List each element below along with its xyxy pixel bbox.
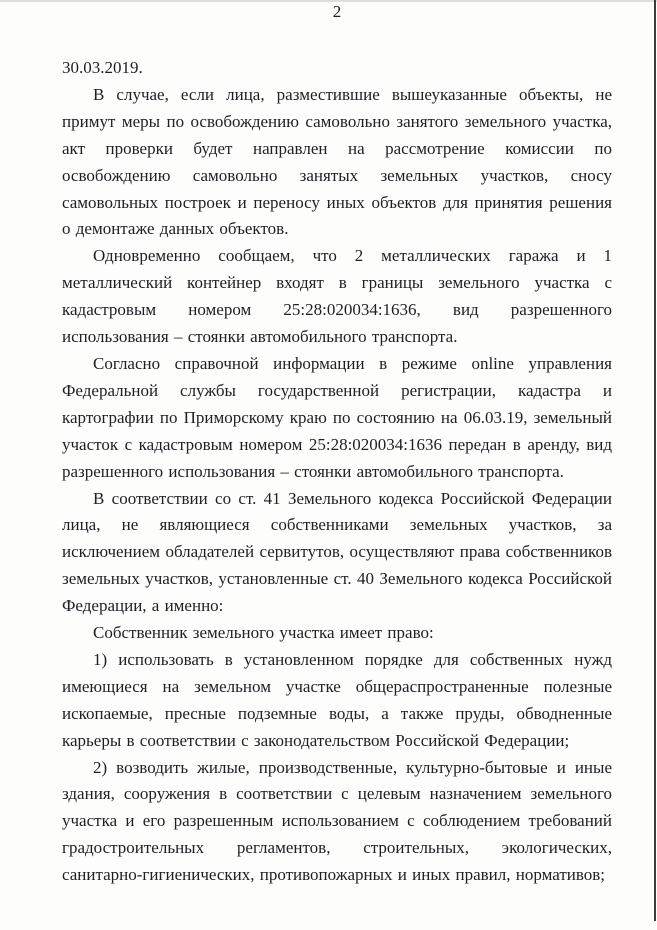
page-number: 2	[332, 2, 342, 21]
scan-right-edge-line	[654, 0, 656, 921]
paragraph-eviction-warning: В случае, если лица, разместившие вышеуказанные объекты, не примут меры по освобождению самовольно занятого земельного участка, акт проверки будет направлен на рассмотрение комиссии по освобождению самовольно занятых земельных участков, сносу самовольных построек и переносу иных объектов для принятия решения о демонтаже данных объектов.	[62, 84, 612, 239]
paragraph-rosreestr-info: Согласно справочной информации в режиме online управления Федеральной службы государственной регистрации, кадастра и картографии по Приморскому краю по состоянию на 06.03.19, земельный участок с кадастровым номером 25:28:020034:1636 передан в аренду, вид разрешенного использования – стоянки автомобильного транспорта.	[62, 353, 612, 481]
paragraph-owner-rights-heading: Собственник земельного участка имеет право:	[93, 623, 434, 643]
paragraph-garages-cadastre: Одновременно сообщаем, что 2 металлических гаража и 1 металлический контейнер входят в границы земельного участка с кадастровым номером 25:28:020034:1636, вид разрешенного использования – стоянки автомобильного транспорта.	[62, 246, 612, 347]
paragraph-land-code-art41: В соответствии со ст. 41 Земельного кодекса Российской Федерации лица, не являющиеся собственниками земельных участков, за исключением обладателей сервитутов, осуществляют права собственников земельных участков, установленные ст. 40 Земельного кодекса Российской Федерации, а именно:	[62, 488, 612, 616]
document-body	[62, 55, 612, 889]
paragraph-right-item-1: 1) использовать в установленном порядке для собственных нужд имеющиеся на земельном участке общераспространенные полезные ископаемые, пресные подземные воды, а также пруды, обводненные карьеры в соответствии с законодательством Российской Федерации;	[62, 649, 612, 750]
paragraph-right-item-2: 2) возводить жилые, производственные, культурно-бытовые и иные здания, сооружения в соответствии с целевым назначением земельного участка и его разрешенным использованием с соблюдением требований градостроительных регламентов, строительных, экологических, санитарно-гигиенических, противопожарных и иных правил, нормативов;	[62, 757, 612, 885]
date-line: 30.03.2019.	[62, 58, 143, 77]
